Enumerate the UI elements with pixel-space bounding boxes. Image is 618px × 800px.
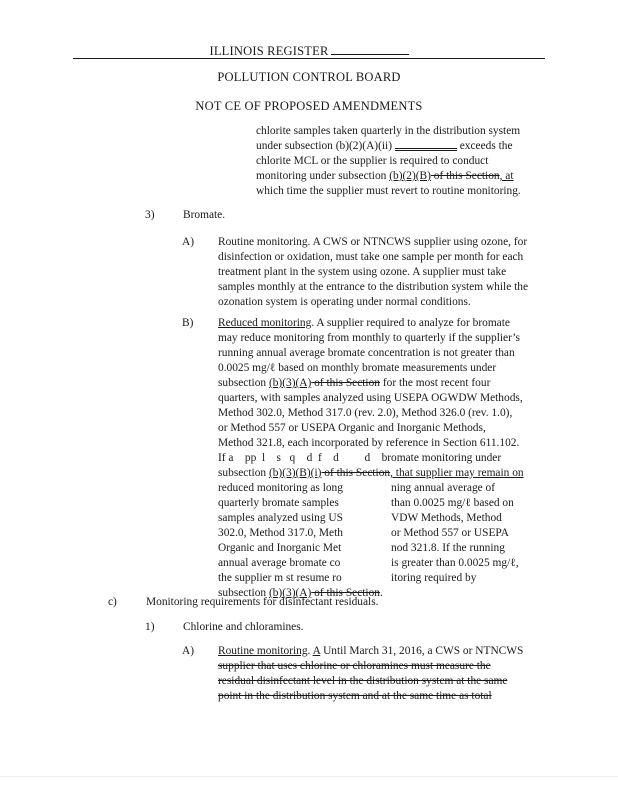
bromate-b-line-13a: quarterly bromate samples bbox=[218, 497, 339, 509]
issue-blank-line bbox=[331, 44, 409, 55]
chlorine-a-line-1: Routine monitoring. A Until March 31, 2016, a CWS or NTNCWS bbox=[218, 645, 524, 657]
struck-text bbox=[395, 141, 457, 151]
bromate-b-line-12a: reduced monitoring as long bbox=[218, 482, 343, 494]
bromate-b-line-3: running annual average bromate concentration is not greater than bbox=[218, 347, 515, 359]
bromate-b-line-14a: samples analyzed using US bbox=[218, 512, 343, 524]
header-rule bbox=[73, 58, 545, 59]
bromate-b-label: B) bbox=[182, 317, 194, 329]
chlorite-line-5: which time the supplier must revert to routine monitoring. bbox=[256, 185, 521, 197]
bromate-b-line-16b: nod 321.8. If the running bbox=[391, 542, 505, 554]
bromate-b-line-17a: annual average bromate co bbox=[218, 557, 341, 569]
residuals-title: Monitoring requirements for disinfectant residuals. bbox=[146, 596, 379, 608]
bromate-b-line-15a: 302.0, Method 317.0, Meth bbox=[218, 527, 343, 539]
bromate-a-line-1: Routine monitoring. A CWS or NTNCWS supplier using ozone, for bbox=[218, 236, 528, 248]
bromate-b-line-9: Method 321.8, each incorporated by reference in Section 611.102. bbox=[218, 437, 520, 449]
page-bottom-edge bbox=[0, 776, 618, 777]
bromate-b-line-18a: the supplier m st resume ro bbox=[218, 572, 342, 584]
bromate-b-line-16a: Organic and Inorganic Met bbox=[218, 542, 342, 554]
bromate-b-line-2: may reduce monitoring from monthly to quarterly if the supplier’s bbox=[218, 332, 520, 344]
bromate-b-line-8: or Method 557 or USEPA Organic and Inorganic Methods, bbox=[218, 422, 486, 434]
bromate-b-line-15b: or Method 557 or USEPA bbox=[391, 527, 509, 539]
chlorine-title: Chlorine and chloramines. bbox=[183, 621, 304, 633]
bromate-b-line-19: subsection (b)(3)(A) of this Section. bbox=[218, 587, 383, 599]
bromate-a-line-2: disinfection or oxidation, must take one sample per month for each bbox=[218, 251, 524, 263]
bromate-b-line-17b: is greater than 0.0025 mg/ℓ, bbox=[391, 557, 519, 569]
bromate-b-line-1: Reduced monitoring. A supplier required to analyze for bromate bbox=[218, 317, 510, 329]
bromate-a-label: A) bbox=[182, 236, 195, 248]
bromate-a-line-3: treatment plant in the system using ozone. A supplier must take bbox=[218, 266, 507, 278]
bromate-b-line-10: If a pp l s q d f d d bromate monitoring under bbox=[218, 452, 502, 464]
bromate-b-line-7: Method 302.0, Method 317.0 (rev. 2.0), Method 326.0 (rev. 1.0), bbox=[218, 407, 513, 419]
bromate-b-line-4: 0.0025 mg/ℓ based on monthly bromate measurements under bbox=[218, 362, 497, 374]
residuals-label: c) bbox=[108, 596, 117, 608]
bromate-a-line-4: samples monthly at the entrance to the distribution system while the bbox=[218, 281, 529, 293]
bromate-b-line-11: subsection (b)(3)(B)(i) of this Section, that supplier may remain on bbox=[218, 467, 524, 479]
bromate-b-line-13b: than 0.0025 mg/ℓ based on bbox=[391, 497, 514, 509]
board-header: POLLUTION CONTROL BOARD bbox=[217, 70, 401, 84]
chlorine-a-label: A) bbox=[182, 645, 195, 657]
register-header: ILLINOIS REGISTER bbox=[0, 44, 618, 59]
chlorine-a-line-4: point in the distribution system and at the same time as total bbox=[218, 690, 492, 702]
bromate-b-line-18b: itoring required by bbox=[391, 572, 477, 584]
bromate-b-line-12b: ning annual average of bbox=[391, 482, 496, 494]
chlorite-line-3: chlorite MCL or the supplier is required to conduct bbox=[256, 155, 489, 167]
bromate-b-line-6: quarters, with samples analyzed using USEPA OGWDW Methods, bbox=[218, 392, 523, 404]
chlorine-a-line-3: residual disinfectant level in the distribution system at the same bbox=[218, 675, 508, 687]
notice-header: NOT CE OF PROPOSED AMENDMENTS bbox=[195, 99, 423, 113]
bromate-b-line-5: subsection (b)(3)(A) of this Section for the most recent four bbox=[218, 377, 491, 389]
bromate-b-line-14b: VDW Methods, Method bbox=[391, 512, 502, 524]
chlorine-a-line-2: supplier that uses chlorine or chloramines must measure the bbox=[218, 660, 491, 672]
chlorite-line-1: chlorite samples taken quarterly in the distribution system bbox=[256, 125, 521, 137]
bromate-title: Bromate. bbox=[183, 209, 226, 221]
chlorite-line-2: under subsection (b)(2)(A)(ii) exceeds the bbox=[256, 140, 513, 152]
bromate-number: 3) bbox=[145, 209, 155, 221]
bromate-a-line-5: ozonation system is operating under normal conditions. bbox=[218, 296, 471, 308]
chlorite-line-4: monitoring under subsection (b)(2)(B) of this Section, at bbox=[256, 170, 514, 182]
chlorine-number: 1) bbox=[145, 621, 155, 633]
